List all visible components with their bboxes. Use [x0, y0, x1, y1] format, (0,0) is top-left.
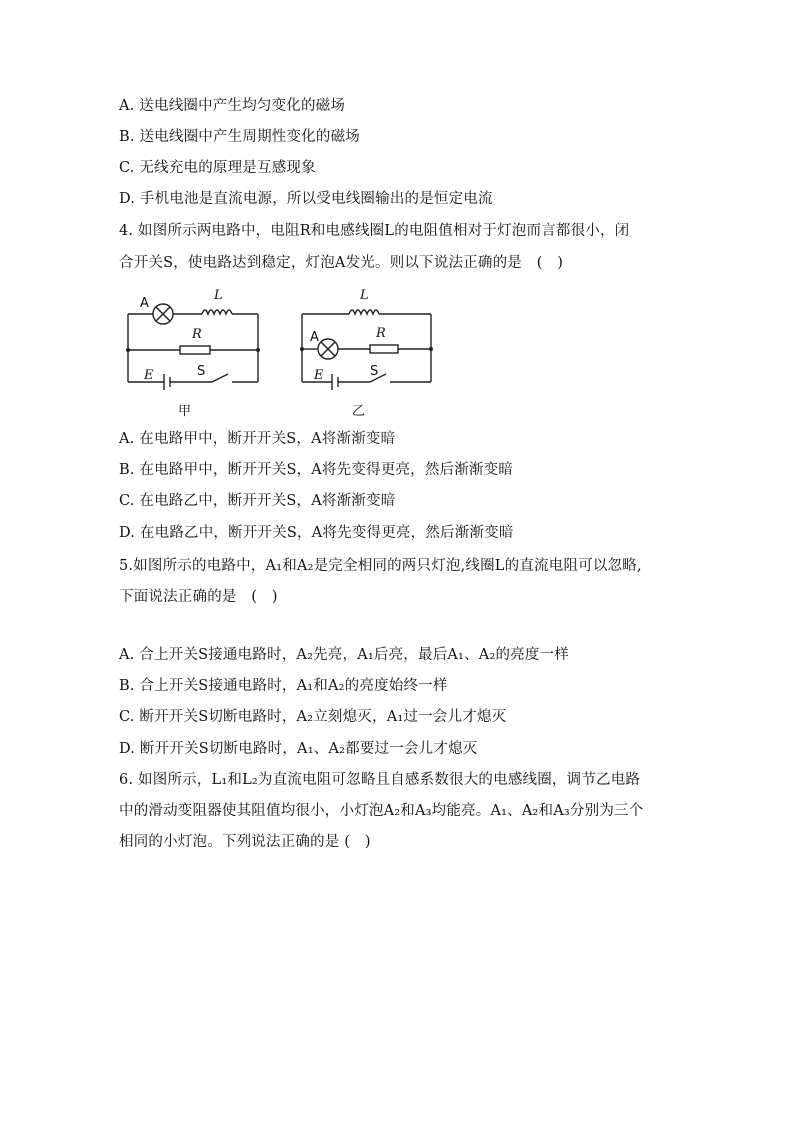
jia-switch-label: S — [197, 364, 206, 379]
q4-option-a: A. 在电路甲中，断开开关S，A将渐渐变暗 — [119, 431, 396, 447]
q4-option-d: D. 在电路乙中，断开开关S，A将先变得更亮，然后渐渐变暗 — [119, 525, 514, 541]
q5-option-b: B. 合上开关S接通电路时，A₁和A₂的亮度始终一样 — [119, 678, 448, 694]
q5-option-a: A. 合上开关S接通电路时，A₂先亮，A₁后亮，最后A₁、A₂的亮度一样 — [119, 647, 569, 663]
jia-battery-label: E — [144, 368, 154, 383]
jia-inductor-label: L — [214, 288, 223, 303]
q4-option-c: C. 在电路乙中，断开开关S，A将渐渐变暗 — [119, 493, 396, 509]
q6-stem-line3: 相同的小灯泡。下列说法正确的是 ( ) — [119, 834, 371, 850]
yi-battery-label: E — [314, 368, 324, 383]
q3-option-a: A. 送电线圈中产生均匀变化的磁场 — [119, 98, 346, 114]
q3-option-b: B. 送电线圈中产生周期性变化的磁场 — [119, 129, 360, 145]
yi-inductor-label: L — [360, 288, 369, 303]
q5-option-c: C. 断开开关S切断电路时，A₂立刻熄灭，A₁过一会儿才熄灭 — [119, 709, 507, 725]
q5-stem-line1: 5.如图所示的电路中，A₁和A₂是完全相同的两只灯泡,线圈L的直流电阻可以忽略, — [119, 558, 642, 574]
q6-stem-line2: 中的滑动变阻器使其阻值均很小，小灯泡A₂和A₃均能亮。A₁、A₂和A₃分别为三个 — [119, 803, 644, 819]
q4-stem-line1: 4. 如图所示两电路中，电阻R和电感线圈L的电阻值相对于灯泡而言都很小，闭 — [119, 223, 630, 239]
jia-resistor-label: R — [192, 327, 202, 342]
yi-switch-label: S — [370, 364, 379, 379]
q5-stem-line2: 下面说法正确的是 ( ) — [119, 589, 278, 605]
q4-option-b: B. 在电路甲中，断开开关S，A将先变得更亮，然后渐渐变暗 — [119, 462, 514, 478]
circuit-diagram-jia — [120, 284, 270, 419]
jia-caption: 甲 — [178, 404, 192, 419]
q3-option-d: D. 手机电池是直流电源，所以受电线圈输出的是恒定电流 — [119, 191, 493, 207]
yi-caption: 乙 — [352, 404, 366, 419]
q6-stem-line1: 6. 如图所示，L₁和L₂为直流电阻可忽略且自感系数很大的电感线圈，调节乙电路 — [119, 772, 641, 788]
circuit-diagram-yi — [294, 284, 444, 419]
circuit-yi-svg — [294, 284, 444, 419]
q4-stem-line2: 合开关S，使电路达到稳定，灯泡A发光。则以下说法正确的是 ( ) — [119, 255, 564, 271]
q5-option-d: D. 断开开关S切断电路时，A₁、A₂都要过一会儿才熄灭 — [119, 741, 478, 757]
yi-lamp-label: A — [310, 330, 319, 345]
yi-resistor-label: R — [376, 326, 386, 341]
q3-option-c: C. 无线充电的原理是互感现象 — [119, 160, 316, 176]
jia-lamp-label: A — [140, 296, 149, 311]
